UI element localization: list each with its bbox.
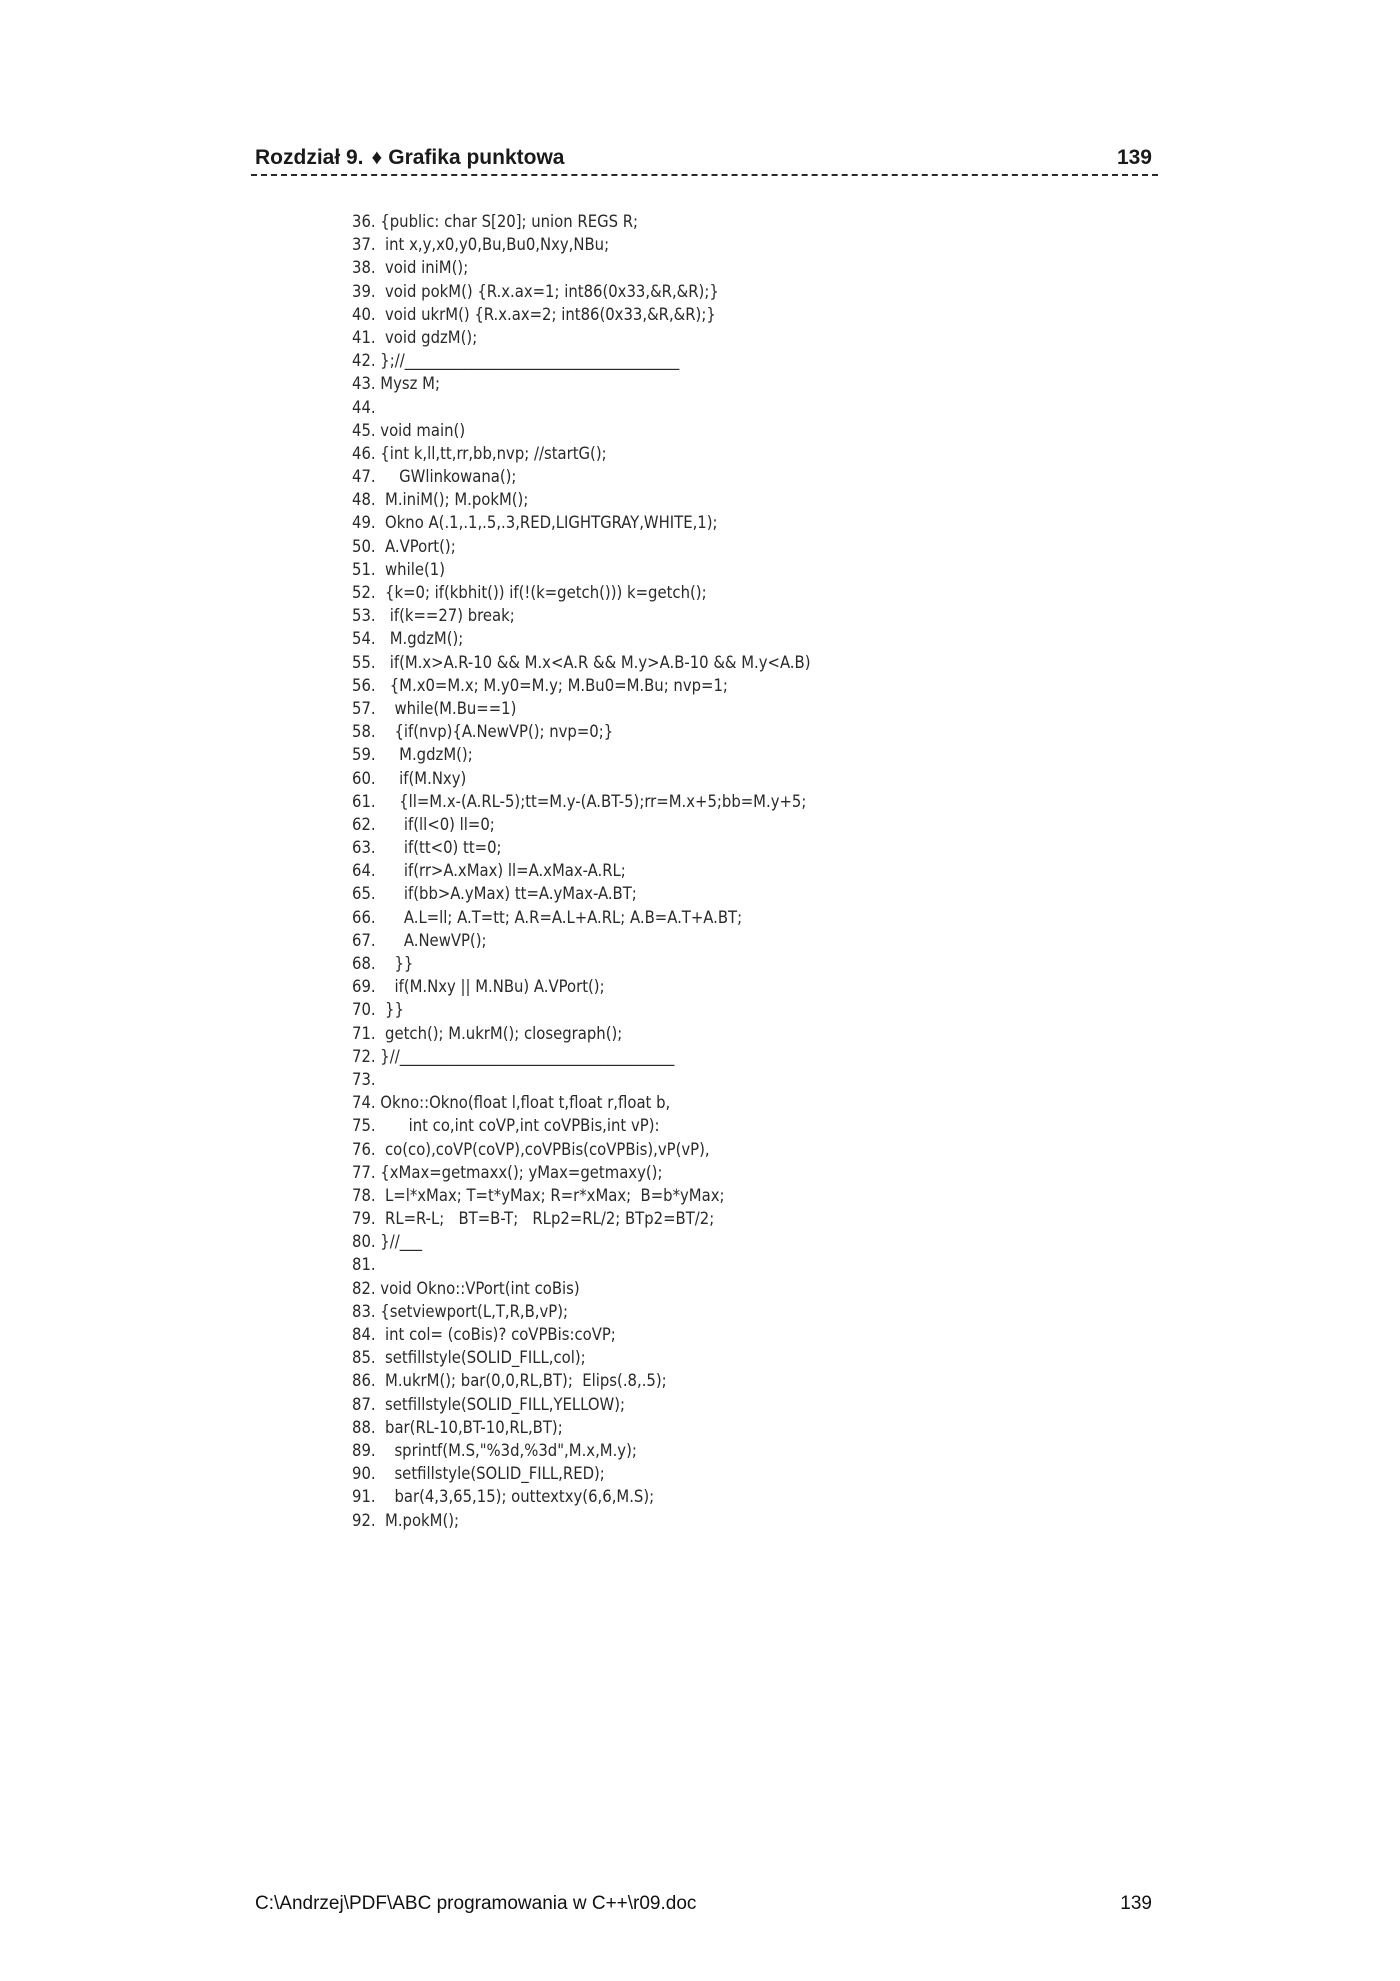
code-line: 82. void Okno::VPort(int coBis)	[352, 1278, 580, 1298]
code-line: 85. setfillstyle(SOLID_FILL,col);	[352, 1348, 586, 1368]
code-line: 49. Okno A(.1,.1,.5,.3,RED,LIGHTGRAY,WHITE,1);	[352, 513, 718, 533]
header-page-number: 139	[1116, 146, 1152, 169]
code-line: 60. if(M.Nxy)	[352, 768, 467, 788]
code-line: 58. {if(nvp){A.NewVP(); nvp=0;}	[352, 722, 614, 742]
code-line: 71. getch(); M.ukrM(); closegraph();	[352, 1023, 623, 1043]
code-line: 91. bar(4,3,65,15); outtextxy(6,6,M.S);	[352, 1487, 655, 1507]
running-header	[251, 144, 1158, 176]
code-line: 81.	[352, 1255, 376, 1275]
code-line: 61. {ll=M.x-(A.RL-5);tt=M.y-(A.BT-5);rr=M.x+5;bb=M.y+5;	[352, 791, 807, 811]
code-line: 78. L=l*xMax; T=t*yMax; R=r*xMax; B=b*yMax;	[352, 1185, 725, 1205]
code-line: 80. }//___	[352, 1232, 423, 1252]
code-line: 62. if(ll<0) ll=0;	[352, 814, 495, 834]
code-line: 51. while(1)	[352, 559, 445, 579]
code-line: 84. int col= (coBis)? coVPBis:coVP;	[352, 1325, 616, 1344]
code-line: 40. void ukrM() {R.x.ax=2; int86(0x33,&R,&R);}	[352, 304, 716, 324]
code-line: 47. GWlinkowana();	[352, 467, 517, 487]
code-line: 66. A.L=ll; A.T=tt; A.R=A.L+A.RL; A.B=A.T+A.BT;	[352, 907, 743, 927]
code-line: 67. A.NewVP();	[352, 930, 487, 950]
code-line: 48. M.iniM(); M.pokM();	[352, 490, 529, 510]
code-line: 73.	[352, 1069, 376, 1089]
code-line: 42. };//_____________________________________	[352, 351, 680, 371]
code-line: 54. M.gdzM();	[352, 629, 464, 649]
code-line: 52. {k=0; if(kbhit()) if(!(k=getch())) k=getch();	[352, 583, 707, 602]
code-line: 56. {M.x0=M.x; M.y0=M.y; M.Bu0=M.Bu; nvp=1;	[352, 675, 728, 695]
code-line: 63. if(tt<0) tt=0;	[352, 838, 502, 858]
running-footer	[251, 1893, 1158, 1917]
code-line: 39. void pokM() {R.x.ax=1; int86(0x33,&R,&R);}	[352, 281, 719, 301]
code-line: 64. if(rr>A.xMax) ll=A.xMax-A.RL;	[352, 861, 626, 881]
header-divider	[251, 174, 1158, 176]
footer-file-path: C:\Andrzej\PDF\ABC programowania w C++\r09.doc	[255, 1893, 697, 1914]
code-line: 90. setfillstyle(SOLID_FILL,RED);	[352, 1464, 605, 1484]
code-line: 74. Okno::Okno(float l,float t,float r,float b,	[352, 1093, 671, 1113]
code-line: 92. M.pokM();	[352, 1510, 460, 1530]
code-line: 65. if(bb>A.yMax) tt=A.yMax-A.BT;	[352, 884, 637, 904]
header-title	[255, 146, 564, 170]
code-line: 46. {int k,ll,tt,rr,bb,nvp; //startG();	[352, 443, 607, 463]
code-line: 76. co(co),coVP(coVP),coVPBis(coVPBis),vP(vP),	[352, 1139, 710, 1159]
section-label: Grafika punktowa	[388, 146, 565, 169]
code-line: 86. M.ukrM(); bar(0,0,RL,BT); Elips(.8,.5);	[352, 1371, 667, 1391]
chapter-label: Rozdział 9.	[255, 146, 364, 169]
code-line: 53. if(k==27) break;	[352, 606, 515, 626]
code-line: 37. int x,y,x0,y0,Bu,Bu0,Nxy,NBu;	[352, 235, 610, 255]
code-line: 70. }}	[352, 1000, 404, 1020]
code-line: 87. setfillstyle(SOLID_FILL,YELLOW);	[352, 1394, 626, 1414]
code-line: 77. {xMax=getmaxx(); yMax=getmaxy();	[352, 1162, 663, 1182]
code-line: 36. {public: char S[20]; union REGS R;	[352, 212, 639, 231]
code-line: 55. if(M.x>A.R-10 && M.x<A.R && M.y>A.B-10 && M.y<A.B)	[352, 652, 811, 672]
code-line: 88. bar(RL-10,BT-10,RL,BT);	[352, 1417, 563, 1437]
footer-page-number: 139	[1120, 1893, 1152, 1914]
code-line: 38. void iniM();	[352, 258, 469, 278]
code-line: 68. }}	[352, 954, 414, 973]
code-line: 57. while(M.Bu==1)	[352, 698, 517, 718]
code-line: 69. if(M.Nxy || M.NBu) A.VPort();	[352, 977, 605, 997]
code-line: 41. void gdzM();	[352, 327, 478, 347]
code-line: 83. {setviewport(L,T,R,B,vP);	[352, 1301, 569, 1321]
code-listing	[352, 210, 811, 1532]
diamond-separator-icon: ♦	[371, 146, 383, 169]
code-line: 89. sprintf(M.S,"%3d,%3d",M.x,M.y);	[352, 1440, 637, 1460]
code-line: 50. A.VPort();	[352, 536, 456, 556]
code-line: 59. M.gdzM();	[352, 745, 473, 765]
code-line: 44.	[352, 397, 376, 417]
code-line: 45. void main()	[352, 420, 466, 440]
code-line: 72. }//_____________________________________	[352, 1046, 675, 1066]
code-line: 43. Mysz M;	[352, 374, 440, 394]
code-line: 79. RL=R-L; BT=B-T; RLp2=RL/2; BTp2=BT/2;	[352, 1209, 715, 1229]
code-line: 75. int co,int coVP,int coVPBis,int vP):	[352, 1116, 660, 1136]
